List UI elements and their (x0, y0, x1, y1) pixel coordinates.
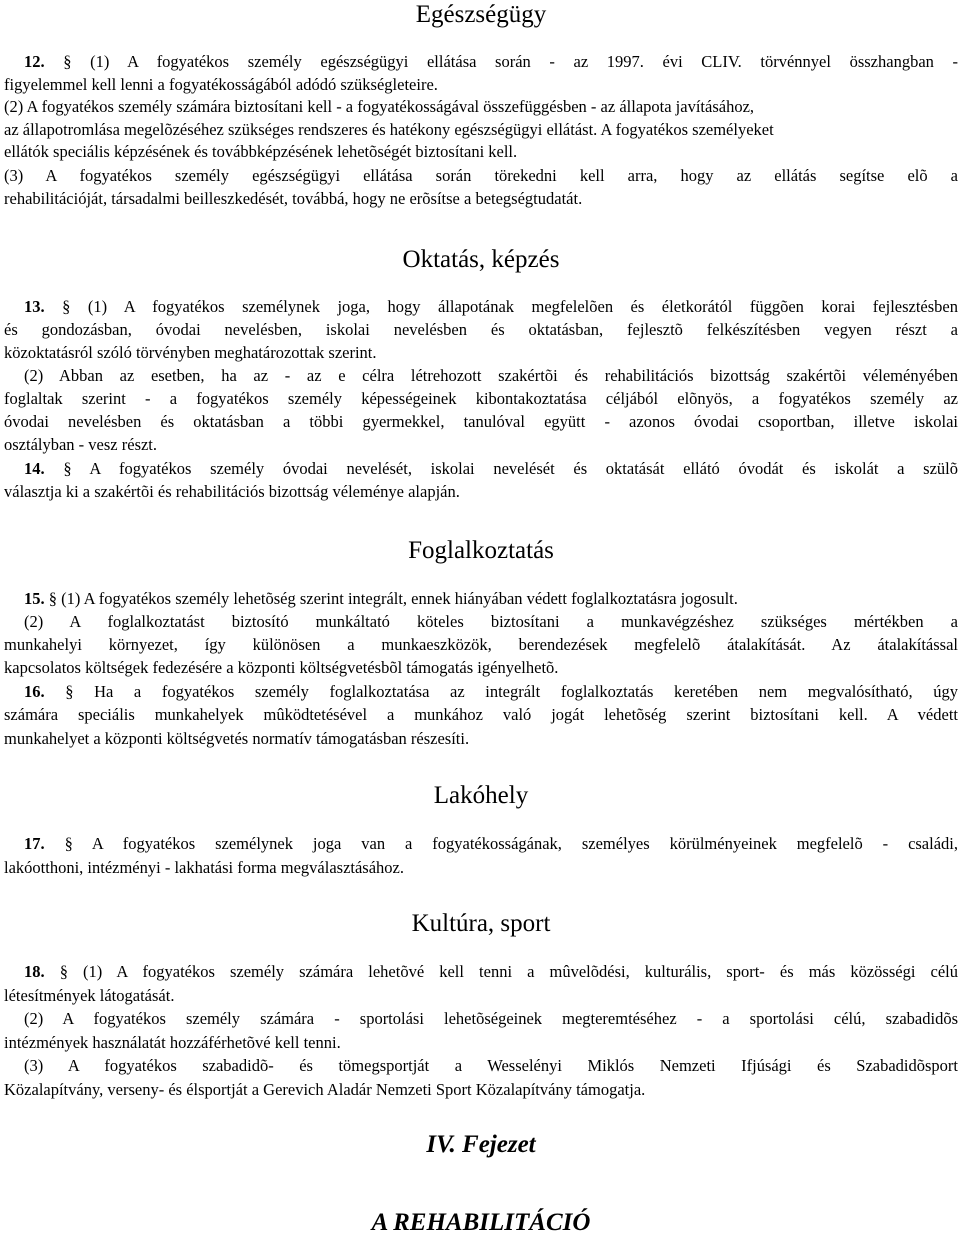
paragraph-line: figyelemmel kell lenni a fogyatékosságából adódó szükségleteire. (4, 75, 438, 94)
heading-oktatas-kepzes: Oktatás, képzés (402, 246, 560, 273)
section-number: 13. (24, 297, 45, 316)
paragraph-line (4, 834, 958, 854)
section-number: 12. (24, 52, 45, 71)
paragraph-line: osztályban - vesz részt. (4, 435, 158, 454)
paragraph-line: foglaltak szerint - a fogyatékos személy képességeinek kibontakoztatása céljából elõnyös, a fogyatékos személy az (4, 389, 958, 408)
heading-lakohely: Lakóhely (433, 782, 529, 809)
section-symbol: § (59, 962, 68, 981)
paragraph-line: és gondozásban, óvodai nevelésben, iskolai nevelésben és oktatásban, fejlesztõ felkészítésben vegyen részt a (4, 320, 958, 339)
paragraph-line: kapcsolatos költségek fedezésére a központi költségvetésbõl támogatás igényelhetõ. (4, 658, 559, 677)
heading-chapter: IV. Fejezet (426, 1131, 536, 1158)
paragraph-line: közoktatásról szóló törvényben meghatározottak szerint. (4, 343, 377, 362)
section-number: 15. (24, 589, 45, 608)
section-symbol: § (64, 834, 73, 853)
text: (2) A fogyatékos személy számára - sportolási lehetõségeinek megteremtéséhez - a sportolási célú, szabadidõs (24, 1009, 958, 1028)
paragraph-line: Közalapítvány, verseny- és élsportját a Gerevich Aladár Nemzeti Sport Közalapítvány támogatja. (4, 1080, 646, 1099)
text: (2) A foglalkoztatást biztosító munkáltató köteles biztosítani a munkavégzéshez szükséges mértékben a (24, 612, 958, 631)
heading-kultura-sport: Kultúra, sport (411, 910, 551, 937)
text: A fogyatékos személy óvodai nevelését, iskolai nevelését és oktatását ellátó óvodát és iskolát a szülõ (89, 459, 959, 478)
paragraph-line: rehabilitációját, társadalmi beilleszkedését, továbbá, hogy ne erõsítse a betegségtudatát. (4, 189, 583, 208)
section-symbol: § (48, 589, 57, 608)
heading-foglalkoztatas: Foglalkoztatás (408, 537, 554, 564)
text: (3) A fogyatékos szabadidõ- és tömegsportját a Wesselényi Miklós Nemzeti Ifjúsági és Szabadidõsport (24, 1056, 958, 1075)
paragraph-line: munkahelyet a központi költségvetés normatív támogatásban részesíti. (4, 729, 470, 748)
paragraph-line: (3) A fogyatékos személy egészségügyi ellátása során törekedni kell arra, hogy az ellátás segítse elõ a (4, 166, 958, 185)
section-symbol: § (63, 52, 72, 71)
section-symbol: § (62, 297, 71, 316)
paragraph-line: számára speciális munkahelyek mûködtetésével a munkához való jogát lehetõség szerint biztosítani kell. A védett (4, 705, 958, 724)
paragraph-line: választja ki a szakértõi és rehabilitációs bizottság véleménye alapján. (4, 482, 460, 501)
text: (1) A fogyatékos személy számára lehetõvé kell tenni a mûvelõdési, kulturális, sport- és más közösségi célú (83, 962, 958, 981)
paragraph-line (4, 682, 958, 702)
paragraph-line: intézmények használatát hozzáférhetõvé kell tenni. (4, 1033, 341, 1052)
paragraph-line (4, 52, 958, 72)
text: (2) Abban az esetben, ha az - az e célra létrehozott szakértõi és rehabilitációs bizottság szakértõi véleményében (24, 366, 958, 385)
section-symbol: § (63, 459, 72, 478)
paragraph-line: ellátók speciális képzésének és továbbképzésének lehetõségét biztosítani kell. (4, 142, 518, 161)
heading-rehabilitacio: A REHABILITÁCIÓ (371, 1209, 591, 1236)
paragraph-line: létesítmények látogatását. (4, 986, 175, 1005)
paragraph-line: óvodai nevelésben és oktatásban a többi gyermekkel, tanulóval együtt - azonos óvodai csoportban, illetve iskolai (4, 412, 958, 431)
paragraph-line (4, 459, 958, 479)
paragraph-line (4, 589, 738, 609)
paragraph-line: az állapotromlása megelõzéséhez szükséges rendszeres és hatékony egészségügyi ellátást. A fogyatékos személyeket (4, 120, 774, 139)
section-number: 14. (24, 459, 45, 478)
paragraph-line (4, 366, 958, 386)
paragraph-line: lakóotthoni, intézményi - lakhatási forma megválasztásához. (4, 858, 404, 877)
text: A fogyatékos személynek joga van a fogyatékosságának, személyes körülményeinek megfelelõ - családi, (91, 834, 959, 853)
paragraph-line (4, 1056, 958, 1076)
section-number: 18. (24, 962, 45, 981)
text: Ha a fogyatékos személy foglalkoztatása az integrált foglalkoztatás keretében nem megvalósítható, úgy (94, 682, 959, 701)
section-number: 17. (24, 834, 45, 853)
paragraph-line: munkahelyi környezet, így különösen a munkaeszközök, berendezések megfelelõ átalakítását. Az átalakítással (4, 635, 958, 654)
text: (1) A fogyatékos személynek joga, hogy állapotának megfelelõen és életkorától függõen korai fejlesztésben (87, 297, 959, 316)
section-number: 16. (24, 682, 45, 701)
paragraph-line: (2) A fogyatékos személy számára biztosítani kell - a fogyatékosságával összefüggésben - az állapota javításához, (4, 97, 755, 116)
paragraph-line (4, 1009, 958, 1029)
paragraph-line (4, 612, 958, 632)
paragraph-line (4, 297, 958, 317)
text: (1) A fogyatékos személy lehetõség szerint integrált, ennek hiányában védett foglalkoztatásra jogosult. (61, 589, 738, 608)
heading-egeszsegugy: Egészségügy (415, 1, 547, 28)
text: (1) A fogyatékos személy egészségügyi ellátása során - az 1997. évi CLIV. törvénnyel összhangban - (90, 52, 959, 71)
section-symbol: § (65, 682, 74, 701)
paragraph-line (4, 962, 958, 982)
